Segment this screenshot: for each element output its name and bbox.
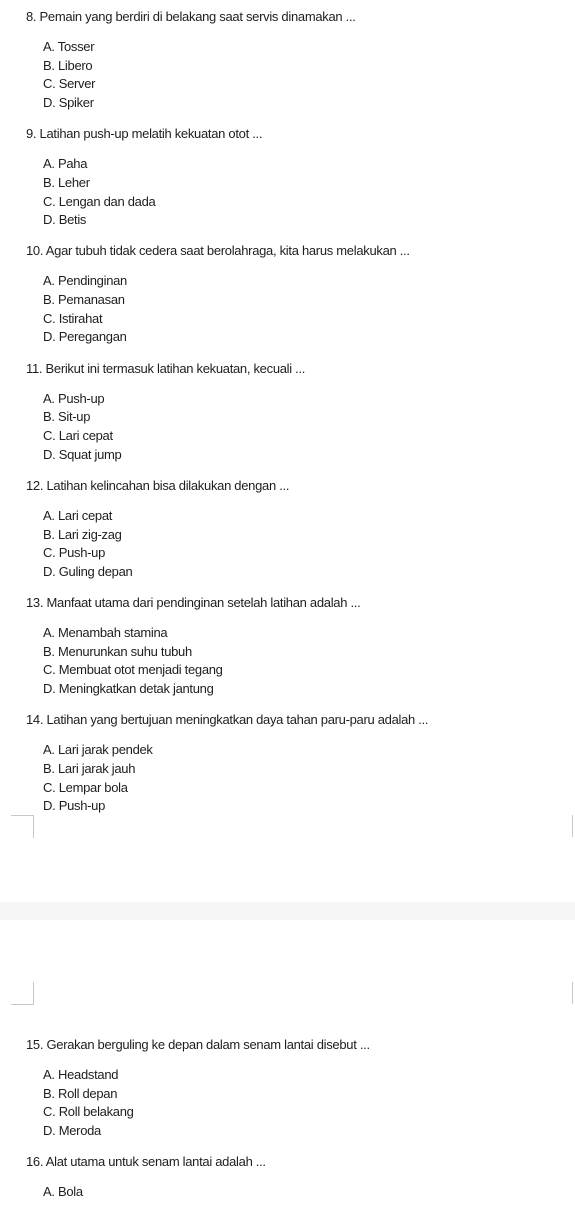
margin-corner-mark: [11, 982, 34, 1005]
option-10d: D. Peregangan: [43, 329, 127, 344]
question-13: 13. Manfaat utama dari pendinginan setelah latihan adalah ...: [26, 595, 361, 610]
option-10b: B. Pemanasan: [43, 292, 125, 307]
option-14b: B. Lari jarak jauh: [43, 761, 136, 776]
option-14c: C. Lempar bola: [43, 780, 128, 795]
option-8d: D. Spiker: [43, 95, 94, 110]
document-page-2: [0, 920, 575, 1207]
option-15d: D. Meroda: [43, 1123, 101, 1138]
option-13a: A. Menambah stamina: [43, 625, 168, 640]
question-14: 14. Latihan yang bertujuan meningkatkan daya tahan paru-paru adalah ...: [26, 712, 429, 727]
option-11a: A. Push-up: [43, 391, 105, 406]
option-8b: B. Libero: [43, 58, 93, 73]
option-9a: A. Paha: [43, 156, 88, 171]
question-10: 10. Agar tubuh tidak cedera saat berolahraga, kita harus melakukan ...: [26, 243, 410, 258]
option-9d: D. Betis: [43, 212, 87, 227]
question-15: 15. Gerakan berguling ke depan dalam senam lantai disebut ...: [26, 1037, 370, 1052]
option-13c: C. Membuat otot menjadi tegang: [43, 662, 223, 677]
option-13d: D. Meningkatkan detak jantung: [43, 681, 214, 696]
option-9b: B. Leher: [43, 175, 90, 190]
option-12b: B. Lari zig-zag: [43, 527, 122, 542]
question-8: 8. Pemain yang berdiri di belakang saat servis dinamakan ...: [26, 9, 356, 24]
option-12a: A. Lari cepat: [43, 508, 113, 523]
option-8c: C. Server: [43, 76, 96, 91]
option-14a: A. Lari jarak pendek: [43, 742, 153, 757]
option-12d: D. Guling depan: [43, 564, 133, 579]
option-10c: C. Istirahat: [43, 311, 103, 326]
margin-corner-mark: [11, 815, 34, 838]
option-15a: A. Headstand: [43, 1067, 119, 1082]
option-15b: B. Roll depan: [43, 1086, 118, 1101]
option-11b: B. Sit-up: [43, 409, 91, 424]
question-16: 16. Alat utama untuk senam lantai adalah ...: [26, 1154, 266, 1169]
option-14d: D. Push-up: [43, 798, 106, 813]
question-9: 9. Latihan push-up melatih kekuatan otot ...: [26, 126, 263, 141]
option-9c: C. Lengan dan dada: [43, 194, 156, 209]
question-12: 12. Latihan kelincahan bisa dilakukan dengan ...: [26, 478, 290, 493]
option-8a: A. Tosser: [43, 39, 95, 54]
option-12c: C. Push-up: [43, 545, 106, 560]
option-10a: A. Pendinginan: [43, 273, 127, 288]
option-16a: A. Bola: [43, 1184, 83, 1199]
option-11c: C. Lari cepat: [43, 428, 113, 443]
question-11: 11. Berikut ini termasuk latihan kekuatan, kecuali ...: [26, 361, 306, 376]
option-13b: B. Menurunkan suhu tubuh: [43, 644, 192, 659]
option-11d: D. Squat jump: [43, 447, 122, 462]
page-break: [0, 902, 575, 920]
option-15c: C. Roll belakang: [43, 1104, 134, 1119]
